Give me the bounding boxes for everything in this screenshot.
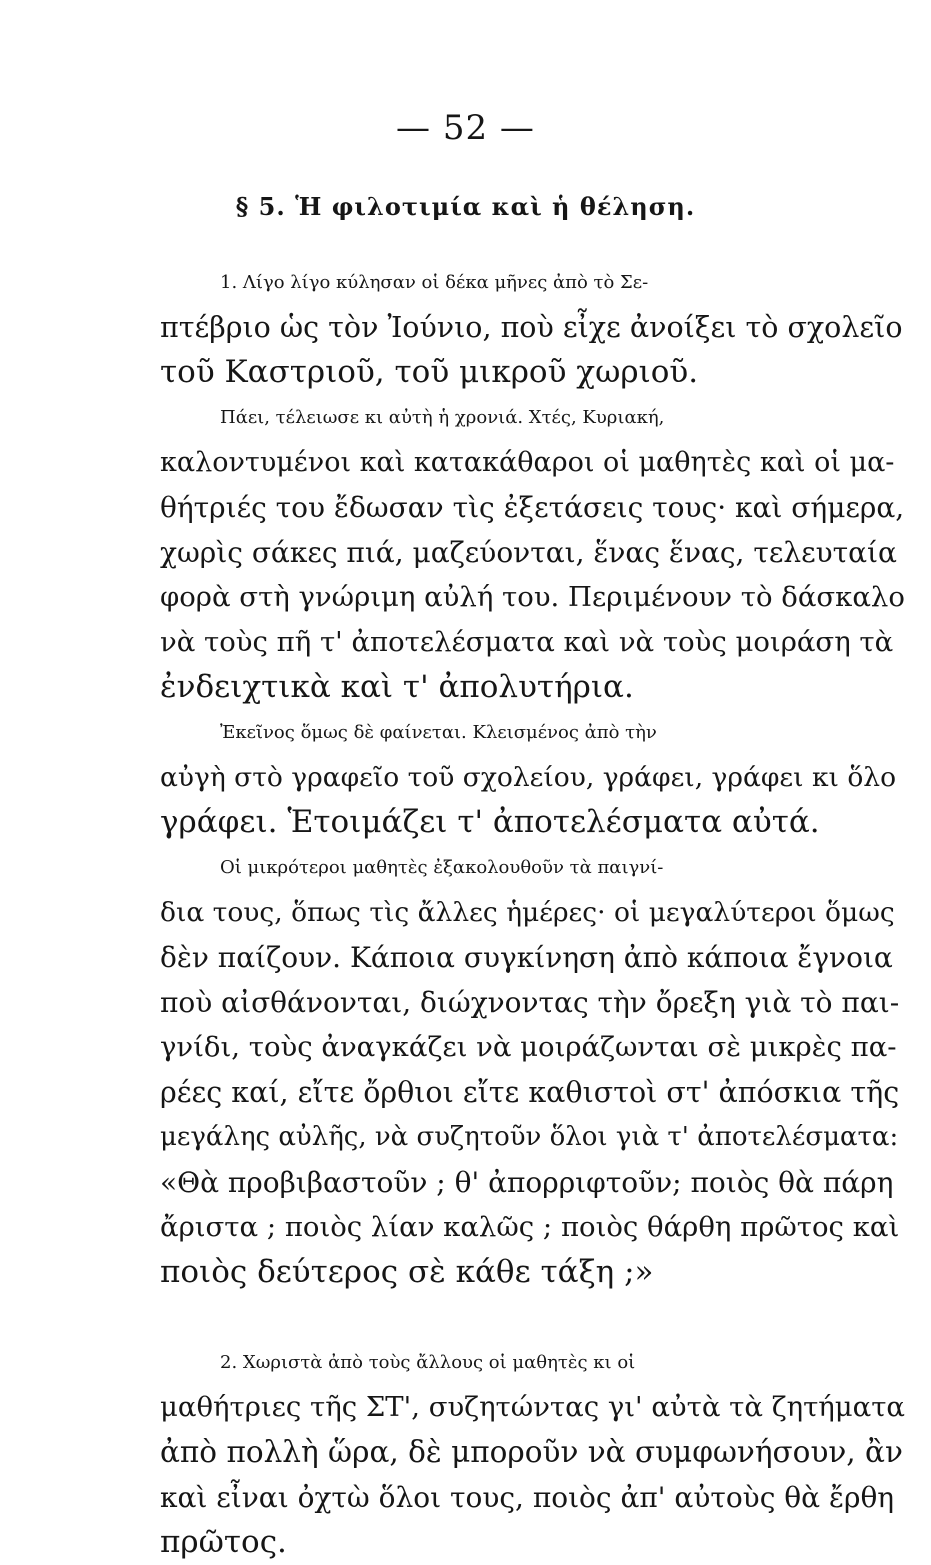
text-line: νὰ τοὺς πῆ τ' ἀποτελέσματα καὶ νὰ τοὺς μοιράση τὰ xyxy=(160,626,894,658)
text-line: θήτριές του ἔδωσαν τὶς ἐξετάσεις τους· καὶ σήμερα, xyxy=(160,491,905,524)
text-line: τοῦ Καστριοῦ, τοῦ μικροῦ χωριοῦ. xyxy=(160,354,699,390)
text-line: μαθήτριες τῆς ΣΤ', συζητώντας γι' αὐτὰ τὰ ζητήματα xyxy=(160,1391,905,1423)
text-line: ἀπὸ πολλὴ ὥρα, δὲ μποροῦν νὰ συμφωνήσουν, ἂν xyxy=(160,1435,903,1469)
text-line: 2. Χωριστὰ ἀπὸ τοὺς ἄλλους οἱ μαθητὲς κι οἱ xyxy=(220,1352,636,1373)
text-line: χωρὶς σάκες πιά, μαζεύονται, ἕνας ἕνας, τελευταία xyxy=(160,536,897,569)
text-line: πτέβριο ὡς τὸν Ἰούνιο, ποὺ εἶχε ἀνοίξει τὸ σχολεῖο xyxy=(160,311,903,344)
paragraph-4 xyxy=(160,845,905,1295)
paragraph-3 xyxy=(160,710,905,845)
text-line: γνίδι, τοὺς ἀναγκάζει νὰ μοιράζωνται σὲ μικρὲς πα- xyxy=(160,1031,897,1063)
section-heading: § 5. Ἡ φιλοτιμία καὶ ἡ θέληση. xyxy=(235,192,696,221)
text-line: φορὰ στὴ γνώριμη αὐλή του. Περιμένουν τὸ δάσκαλο xyxy=(160,581,905,613)
text-line: Πάει, τέλειωσε κι αὐτὴ ἡ χρονιά. Χτές, Κυριακή, xyxy=(220,407,665,428)
text-line: «Θὰ προβιβαστοῦν ; θ' ἀπορριφτοῦν; ποιὸς θὰ πάρη xyxy=(160,1166,894,1199)
text-line: καλοντυμένοι καὶ κατακάθαροι οἱ μαθητὲς καὶ οἱ μα- xyxy=(160,447,895,478)
text-line: ποιὸς δεύτερος σὲ κάθε τάξη ;» xyxy=(160,1254,654,1290)
text-line: ἄριστα ; ποιὸς λίαν καλῶς ; ποιὸς θάρθη πρῶτος καὶ xyxy=(160,1211,900,1243)
text-line: 1. Λίγο λίγο κύλησαν οἱ δέκα μῆνες ἀπὸ τὸ Σε- xyxy=(220,272,649,293)
text-line: ρέες καί, εἴτε ὄρθιοι εἴτε καθιστοὶ στ' ἀπόσκια τῆς xyxy=(160,1076,900,1109)
text-line: αὐγὴ στὸ γραφεῖο τοῦ σχολείου, γράφει, γράφει κι ὅλο xyxy=(160,762,897,793)
text-line: γράφει. Ἑτοιμάζει τ' ἀποτελέσματα αὐτά. xyxy=(160,804,820,840)
body-text xyxy=(160,260,905,1565)
text-line: μεγάλης αὐλῆς, νὰ συζητοῦν ὅλοι γιὰ τ' ἀποτελέσματα: xyxy=(160,1122,899,1152)
paragraph-5 xyxy=(160,1340,905,1565)
text-line: καὶ εἶναι ὀχτὼ ὅλοι τους, ποιὸς ἀπ' αὐτοὺς θὰ ἔρθη xyxy=(160,1481,895,1514)
text-line: πρῶτος. xyxy=(160,1524,287,1560)
text-line: Ἐκεῖνος ὅμως δὲ φαίνεται. Κλεισμένος ἀπὸ τὴν xyxy=(220,722,657,743)
text-line: Οἱ μικρότεροι μαθητὲς ἐξακολουθοῦν τὰ παιγνί- xyxy=(220,857,664,878)
text-line: ποὺ αἰσθάνονται, διώχνοντας τὴν ὄρεξη γιὰ τὸ παι- xyxy=(160,986,900,1019)
text-line: ἐνδειχτικὰ καὶ τ' ἀπολυτήρια. xyxy=(160,669,634,705)
text-line: δὲν παίζουν. Κάποια συγκίνηση ἀπὸ κάποια ἔγνοια xyxy=(160,941,893,974)
page-number: — 52 — xyxy=(396,108,535,148)
paragraph-2 xyxy=(160,395,905,710)
paragraph-1 xyxy=(160,260,905,395)
text-line: δια τους, ὅπως τὶς ἄλλες ἡμέρες· οἱ μεγαλύτεροι ὅμως xyxy=(160,897,895,928)
